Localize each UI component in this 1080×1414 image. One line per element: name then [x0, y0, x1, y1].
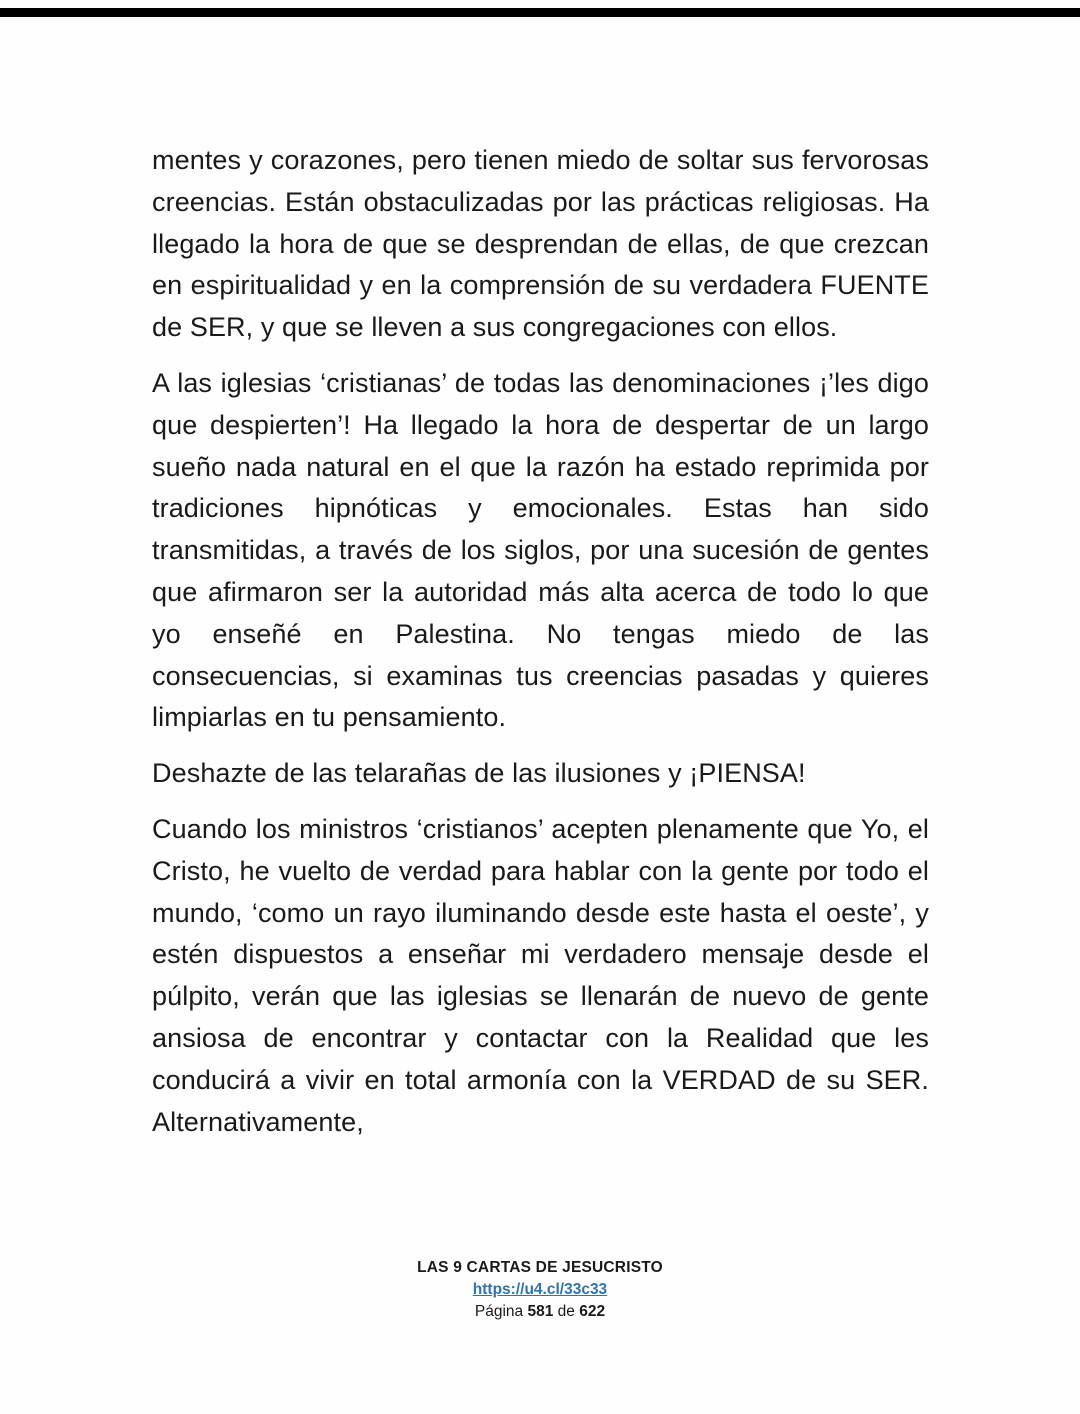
paragraph: A las iglesias ‘cristianas’ de todas las denominaciones ¡’les digo que despierten’! Ha llegado la hora de despertar de un largo sueño nada natural en el que la razón ha estado reprimida por tradiciones hipnóticas y emocionales. Estas han sido transmitidas, a través de los siglos, por una sucesión de gentes que afirmaron ser la autoridad más alta acerca de todo lo que yo enseñé en Palestina. No tengas miedo de las consecuencias, si examinas tus creencias pasadas y quieres limpiarlas en tu pensamiento.	[152, 367, 929, 733]
page-number	[0, 1301, 1080, 1323]
page-of-label: de	[557, 1303, 575, 1320]
page-footer	[0, 1257, 1080, 1323]
footer-book-title: LAS 9 CARTAS DE JESUCRISTO	[417, 1259, 663, 1276]
paragraph: Cuando los ministros ‘cristianos’ acepten plenamente que Yo, el Cristo, he vuelto de verdad para hablar con la gente por todo el mundo, ‘como un rayo iluminando desde este hasta el oeste’, y estén dispuestos a enseñar mi verdadero mensaje desde el púlpito, verán que las iglesias se llenarán de nuevo de gente ansiosa de encontrar y contactar con la Realidad que les conducirá a vivir en total armonía con la VERDAD de su SER. Alternativamente,	[152, 813, 929, 1137]
footer-link[interactable]: https://u4.cl/33c33	[472, 1281, 608, 1298]
page-body	[152, 140, 929, 1157]
paragraph: Deshazte de las telarañas de las ilusiones y ¡PIENSA!	[152, 758, 806, 789]
page-total: 622	[579, 1303, 606, 1320]
paragraph: mentes y corazones, pero tienen miedo de soltar sus fervorosas creencias. Están obstaculizadas por las prácticas religiosas. Ha llegado la hora de que se desprendan de ellas, de que crezcan en espiritualidad y en la comprensión de su verdadera FUENTE de SER, y que se lleven a sus congregaciones con ellos.	[152, 145, 929, 343]
top-bar	[0, 8, 1080, 17]
page-label: Página	[474, 1303, 524, 1320]
page-current: 581	[527, 1303, 554, 1320]
